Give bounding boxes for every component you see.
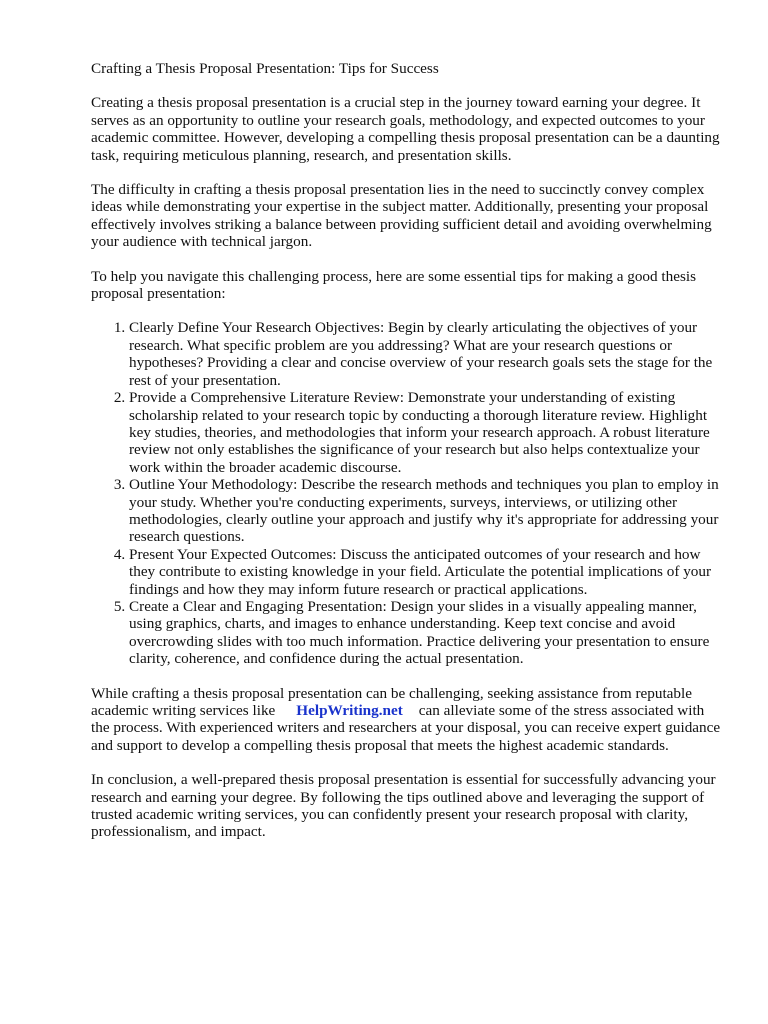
assistance-paragraph [91, 685, 721, 755]
assistance-text-before: While crafting a thesis proposal presentation can be challenging, seeking assistance from reputable academic writing services like [91, 684, 692, 719]
conclusion-paragraph: In conclusion, a well-prepared thesis proposal presentation is essential for successfully advancing your research and earning your degree. By following the tips outlined above and leveraging the support of trusted academic writing services, you can confidently present your research proposal with clarity, professionalism, and impact. [91, 771, 716, 841]
tips-list [91, 319, 721, 667]
tips-lead-paragraph: To help you navigate this challenging process, here are some essential tips for making a good thesis proposal presentation: [91, 267, 697, 303]
tip-item: 1. Clearly Define Your Research Objectives: Begin by clearly articulating the objectives of your research. What specific problem are you addressing? What are your research questions or hypotheses? Providing a clear and concise overview of your research goals sets the stage for the rest of your presentation. [129, 319, 721, 389]
document-title: Crafting a Thesis Proposal Presentation: Tips for Success [91, 60, 439, 77]
helpwriting-link[interactable]: HelpWriting.net [296, 702, 403, 719]
tip-item: 3. Outline Your Methodology: Describe the research methods and techniques you plan to employ in your study. Whether you're conducting experiments, surveys, interviews, or utilizing other methodologies, clearly outline your approach and justify why it's appropriate for addressing your research questions. [129, 476, 721, 546]
difficulty-paragraph: The difficulty in crafting a thesis proposal presentation lies in the need to succinctly convey complex ideas while demonstrating your expertise in the subject matter. Additionally, presenting your proposal effectively involves striking a balance between providing sufficient detail and avoiding overwhelming your audience with technical jargon. [91, 181, 712, 251]
document-body [91, 60, 721, 858]
tip-item: 5. Create a Clear and Engaging Presentation: Design your slides in a visually appealing manner, using graphics, charts, and images to enhance understanding. Keep text concise and avoid overcrowding slides with too much information. Practice delivering your presentation to ensure clarity, coherence, and confidence during the actual presentation. [129, 598, 721, 668]
intro-paragraph: Creating a thesis proposal presentation is a crucial step in the journey toward earning your degree. It serves as an opportunity to outline your research goals, methodology, and expected outcomes to your academic committee. However, developing a compelling thesis proposal presentation can be a daunting task, requiring meticulous planning, research, and presentation skills. [91, 94, 720, 164]
tip-item: 4. Present Your Expected Outcomes: Discuss the anticipated outcomes of your research and how they contribute to existing knowledge in your field. Articulate the potential implications of your findings and how they may inform future research or practical applications. [129, 546, 721, 598]
assistance-text-after: can alleviate some of the stress associated with the process. With experienced writers and researchers at your disposal, you can receive expert guidance and support to develop a compelling thesis proposal that meets the highest academic standards. [91, 702, 721, 754]
tip-item: 2. Provide a Comprehensive Literature Review: Demonstrate your understanding of existing scholarship related to your research topic by conducting a thorough literature review. Highlight key studies, theories, and methodologies that inform your research approach. A robust literature review not only establishes the significance of your research but also helps contextualize your work within the broader academic discourse. [129, 389, 721, 476]
